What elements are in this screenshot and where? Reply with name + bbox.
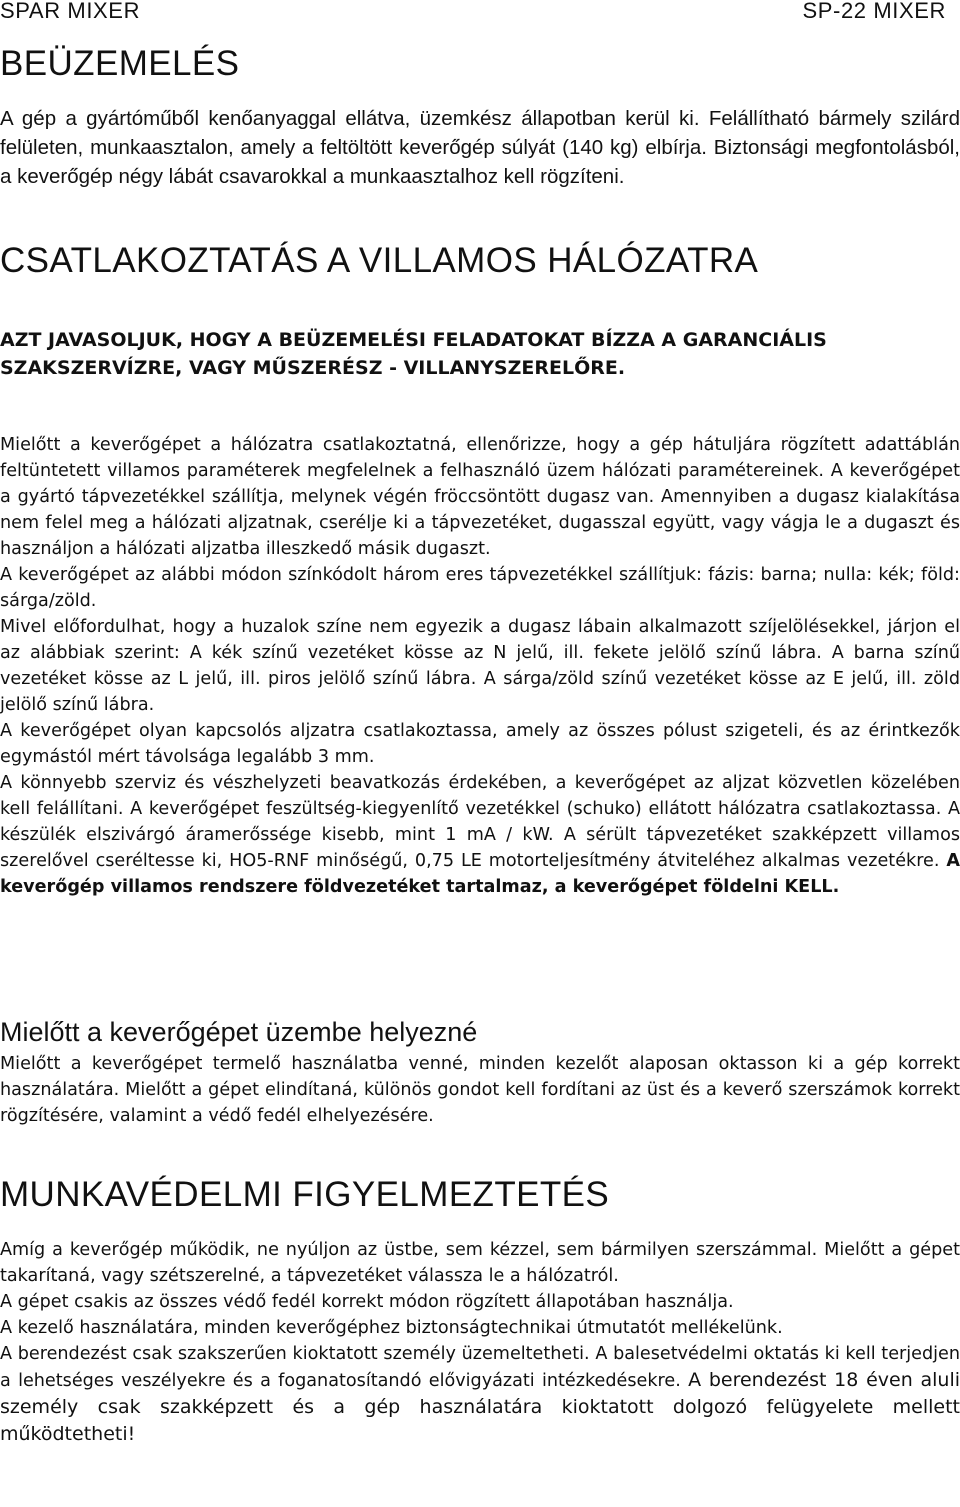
age-restriction-note: A berendezést 18 éven aluli személy csak szakképzett és a gép használatára kioktatott dolgozó felügyelete mellett működtetheti! (0, 1369, 960, 1445)
electric-body (0, 432, 960, 900)
paragraph: Mielőtt a keverőgépet termelő használatba venné, minden kezelőt alaposan oktasson ki a gép korrekt használatára. Mielőtt a gépet elindítaná, különös gondot kell fordítani az üst és a keverő szerszámok korrekt rögzítésére, valamint a védő fedél elhelyezésére. (0, 1054, 960, 1126)
paragraph: A keverőgépet az alábbi módon színkódolt három eres tápvezetékkel szállítjuk: fázis: barna; nulla: kék; föld: sárga/zöld. (0, 565, 960, 611)
paragraph (0, 770, 960, 900)
paragraph: A gépet csakis az összes védő fedél korrekt módon rögzített állapotában használja. (0, 1292, 734, 1312)
paragraph: Mielőtt a keverőgépet a hálózatra csatlakoztatná, ellenőrizze, hogy a gép hátuljára rögzített adattáblán feltüntetett villamos paraméterek megfelelnek a felhasználó üzem hálózati paramétereinek. A keverőgépet a gyártó tápvezetékkel szállítja, melynek végén fröccsöntött dugasz van. Amennyiben a dugasz kialakítása nem felel meg a hálózati aljzatnak, cserélje ki a tápvezetéket, dugasszal együtt, vagy vágja le a dugaszt és használjon a hálózati aljzatba illeszkedő másik dugaszt. (0, 435, 960, 559)
paragraph: A keverőgépet olyan kapcsolós aljzatra csatlakoztassa, amely az összes pólust szigeteli, és az érintkezők egymástól mért távolsága legalább 3 mm. (0, 721, 960, 767)
header-left: SPAR MIXER (0, 0, 141, 23)
section-title-before-start: Mielőtt a keverőgépet üzembe helyezné (0, 1017, 478, 1047)
section-title-electric: CSATLAKOZTATÁS A VILLAMOS HÁLÓZATRA (0, 241, 759, 280)
electric-notice: AZT JAVASOLJUK, HOGY A BEÜZEMELÉSI FELADATOKAT BÍZZA A GARANCIÁLIS SZAKSZERVÍZRE, VAGY MŰSZERÉSZ - VILLANYSZERELŐRE. (0, 329, 827, 379)
paragraph: A gép a gyártóműből kenőanyaggal ellátva, üzemkész állapotban kerül ki. Felállítható bármely szilárd felületen, munkaasztalon, amely a feltöltött keverőgép súlyát (140 kg) elbírja. Biztonsági megfontolásból, a keverőgép négy lábát csavarokkal a munkaasztalhoz kell rögzíteni. (0, 107, 960, 188)
section-title-safety: MUNKAVÉDELMI FIGYELMEZTETÉS (0, 1175, 610, 1214)
paragraph (0, 1341, 960, 1448)
paragraph-text: A berendezést csak szakszerűen kioktatott személy üzemeltetheti. A balesetvédelmi oktatás ki kell terjedjen a lehetséges veszélyekre és a foganatosítandó elővigyázati intézkedésekre. (0, 1344, 960, 1391)
section-title-install: BEÜZEMELÉS (0, 44, 240, 83)
paragraph: Mivel előfordulhat, hogy a huzalok színe nem egyezik a dugasz lábain alkalmazott szíjelölésekkel, járjon el az alábbiak szerint: A kék színű vezetéket kösse az N jelű, ill. fekete jelölő színű lábra. A barna színű vezetéket kösse az L jelű, ill. piros jelölő színű lábra. A sárga/zöld színű vezetéket kösse az E jelű, ill. zöld jelölő színű lábra. (0, 617, 960, 715)
paragraph-text: A könnyebb szerviz és vészhelyzeti beavatkozás érdekében, a keverőgépet az aljzat közvetlen közelében kell felállítani. A keverőgépet feszültség-kiegyenlítő vezetékkel (schuko) ellátott hálózatra csatlakoztassa. A készülék elszivárgó áramerőssége kisebb, mint 1 mA / kW. A sérült tápvezetéket szakképzett villamos szerelővel cseréltesse ki, HO5-RNF minőségű, 0,75 LE motorteljesítmény átviteléhez alkalmas vezetékre. (0, 773, 960, 871)
grounding-warning: A keverőgép villamos rendszere földvezetéket tartalmaz, a keverőgépet földelni KELL. (0, 851, 960, 897)
paragraph: Amíg a keverőgép működik, ne nyúljon az üstbe, sem kézzel, sem bármilyen szerszámmal. Mielőtt a gépet takarítaná, vagy szétszerelné, a tápvezetéket válassza le a hálózatról. (0, 1240, 960, 1286)
safety-body (0, 1237, 960, 1448)
paragraph: A kezelő használatára, minden keverőgéphez biztonságtechnikai útmutatót mellékelünk. (0, 1318, 783, 1338)
before-start-body (0, 1051, 960, 1129)
page-header (0, 0, 960, 26)
header-right: SP-22 MIXER (802, 0, 946, 23)
install-paragraph (0, 104, 960, 191)
